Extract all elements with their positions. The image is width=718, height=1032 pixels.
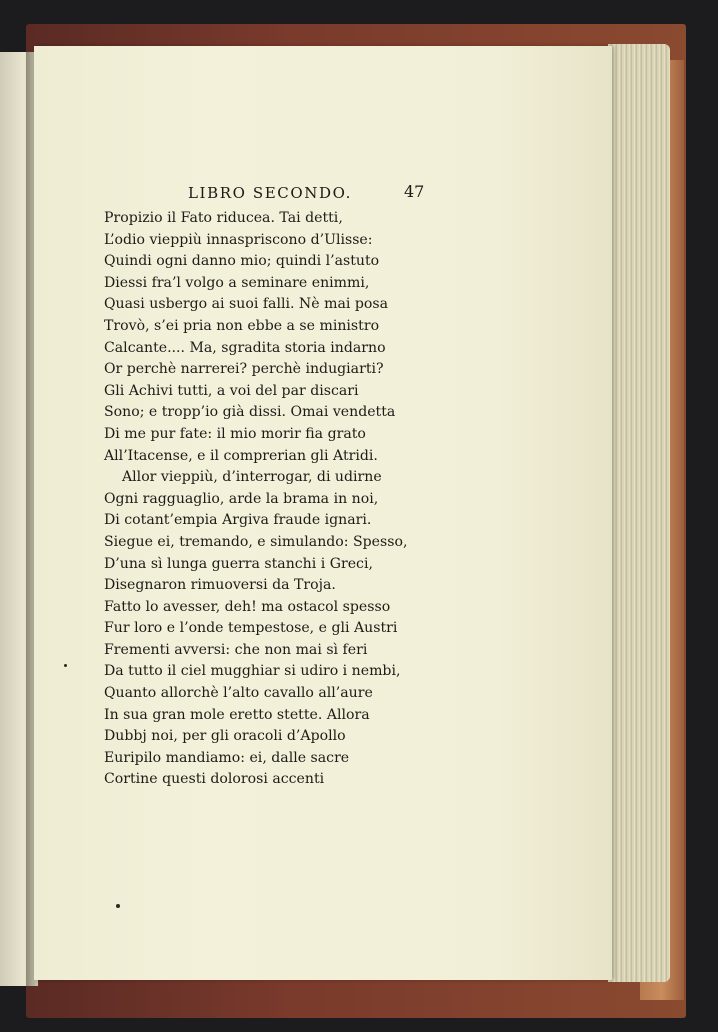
verse-line: L’odio vieppiù innaspriscono d’Ulisse: [104, 231, 373, 248]
verse-line: Siegue ei, tremando, e simulando: Spesso, [104, 533, 408, 550]
verse-line: Frementi avversi: che non mai sì feri [104, 641, 368, 658]
verse-line: Propizio il Fato riducea. Tai detti, [104, 210, 343, 226]
verse-block [104, 208, 408, 791]
verse-line: Calcante.... Ma, sgradita storia indarno [104, 339, 386, 356]
paper-speck [116, 904, 120, 908]
verse-line: Diessi fra’l volgo a seminare enimmi, [104, 274, 370, 291]
verse-line: Fatto lo avesser, deh! ma ostacol spesso [104, 598, 391, 615]
verse-line: Quasi usbergo ai suoi falli. Nè mai posa [104, 296, 388, 313]
verse-line: Trovò, s’ei pria non ebbe a se ministro [104, 317, 380, 334]
verse-line: Disegnaron rimuoversi da Troja. [104, 577, 336, 594]
verse-line: Dubbj noi, per gli oracoli d’Apollo [104, 728, 346, 745]
verse-line: Fur loro e l’onde tempestose, e gli Austri [104, 620, 398, 637]
verse-line: Da tutto il ciel mugghiar si udiro i nembi, [104, 663, 401, 680]
verse-line: In sua gran mole eretto stette. Allora [104, 706, 370, 723]
page-number: 47 [404, 182, 425, 201]
verse-line: Quanto allorchè l’alto cavallo all’aure [104, 685, 373, 702]
paper-speck [64, 664, 67, 667]
verse-line: Di cotant’empia Argiva fraude ignari. [104, 512, 372, 529]
verse-line: Euripilo mandiamo: ei, dalle sacre [104, 749, 350, 766]
verse-line: Gli Achivi tutti, a voi del par discari [104, 382, 359, 399]
verse-line: Or perchè narrerei? perchè indugiarti? [104, 361, 384, 378]
verse-line: Ogni ragguaglio, arde la brama in noi, [104, 490, 379, 507]
verse-line: D’una sì lunga guerra stanchi i Greci, [104, 555, 373, 572]
verse-line: All’Itacense, e il comprerian gli Atridi. [104, 447, 378, 464]
running-head: LIBRO SECONDO. [188, 184, 353, 202]
page-stack-edge [608, 44, 670, 982]
verse-line: Quindi ogni danno mio; quindi l’astuto [104, 253, 380, 270]
verse-line: Cortine questi dolorosi accenti [104, 771, 325, 788]
verse-line: Sono; e tropp’io già dissi. Omai vendetta [104, 404, 396, 421]
verse-line: Allor vieppiù, d’interrogar, di udirne [122, 469, 382, 486]
verse-line: Di me pur fate: il mio morir fia grato [104, 425, 366, 442]
